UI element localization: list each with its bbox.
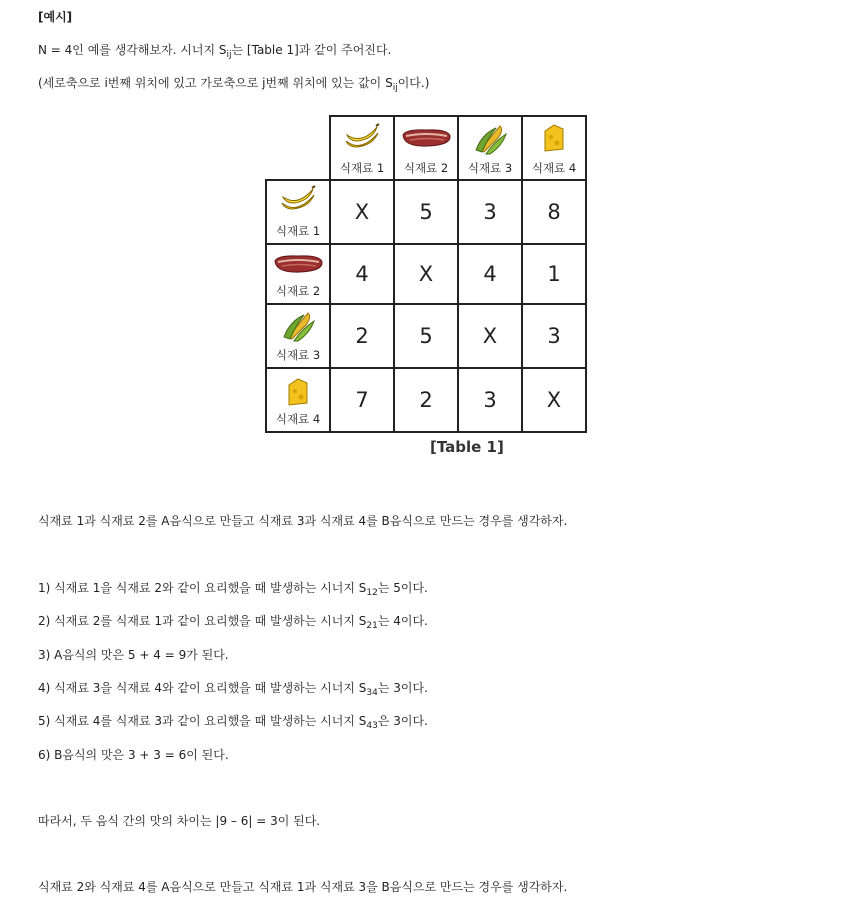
corn-icon [472,120,508,156]
step-4: 4) 식재료 3을 식재료 4와 같이 요리했을 때 발생하는 시너지 $S_{34}$는 3이다. [38,681,428,698]
steak-icon [272,253,324,275]
col-header-label: 식재료 2 [403,161,449,175]
row-header-2 [265,243,331,305]
cell-2-4: 1 [521,243,587,305]
step-2: 2) 식재료 2를 식재료 1과 같이 요리했을 때 발생하는 시너지 $S_{21}$는 4이다. [38,614,428,631]
banana-icon [279,185,317,215]
table-caption: [Table 1] [430,438,504,456]
cheese-icon [286,377,310,407]
col-header-label: 식재료 4 [531,161,577,175]
cell-2-3: 4 [457,243,523,305]
step-5: 5) 식재료 4를 식재료 3과 같이 요리했을 때 발생하는 시너지 $S_{43}$은 3이다. [38,714,428,731]
example-heading: [예시] [38,10,73,24]
cell-4-4: X [521,367,587,433]
row-header-1 [265,179,331,245]
col-header-2 [393,115,459,181]
cell-1-3: 3 [457,179,523,245]
col-header-label: 식재료 1 [339,161,385,175]
cheese-icon [542,123,566,153]
cell-4-2: 2 [393,367,459,433]
col-header-3 [457,115,523,181]
row-header-label: 식재료 4 [275,412,321,426]
cell-2-2: X [393,243,459,305]
row-header-label: 식재료 2 [275,284,321,298]
col-header-1 [329,115,395,181]
corn-icon [280,307,316,343]
row-header-label: 식재료 1 [275,224,321,238]
row-header-4 [265,367,331,433]
col-header-label: 식재료 3 [467,161,513,175]
intro-line-1: N = 4인 예를 생각해보자. 시너지 $S_{ij}$는 [Table 1]과 같이 주어진다. [38,43,392,60]
col-header-4 [521,115,587,181]
step-6: 6) B음식의 맛은 3 + 3 = 6이 된다. [38,748,229,762]
cell-2-1: 4 [329,243,395,305]
cell-3-3: X [457,303,523,369]
conclusion: 따라서, 두 음식 간의 맛의 차이는 |9 – 6| = 3이 된다. [38,814,321,828]
cell-1-2: 5 [393,179,459,245]
cell-1-4: 8 [521,179,587,245]
scenario-2: 식재료 2와 식재료 4를 A음식으로 만들고 식재료 1과 식재료 3을 B음식으로 만드는 경우를 생각하자. [38,880,568,894]
row-header-label: 식재료 3 [275,348,321,362]
banana-icon [343,123,381,153]
cell-3-4: 3 [521,303,587,369]
step-3: 3) A음식의 맛은 5 + 4 = 9가 된다. [38,648,229,662]
cell-1-1: X [329,179,395,245]
cell-4-1: 7 [329,367,395,433]
cell-3-1: 2 [329,303,395,369]
scenario-1: 식재료 1과 식재료 2를 A음식으로 만들고 식재료 3과 식재료 4를 B음식으로 만드는 경우를 생각하자. [38,514,568,528]
row-header-3 [265,303,331,369]
intro-line-2: (세로축으로 i번째 위치에 있고 가로축으로 j번째 위치에 있는 값이 $S_{ij}$이다.) [38,76,430,93]
cell-3-2: 5 [393,303,459,369]
step-1: 1) 식재료 1을 식재료 2와 같이 요리했을 때 발생하는 시너지 $S_{12}$는 5이다. [38,581,428,598]
cell-4-3: 3 [457,367,523,433]
steak-icon [400,127,452,149]
